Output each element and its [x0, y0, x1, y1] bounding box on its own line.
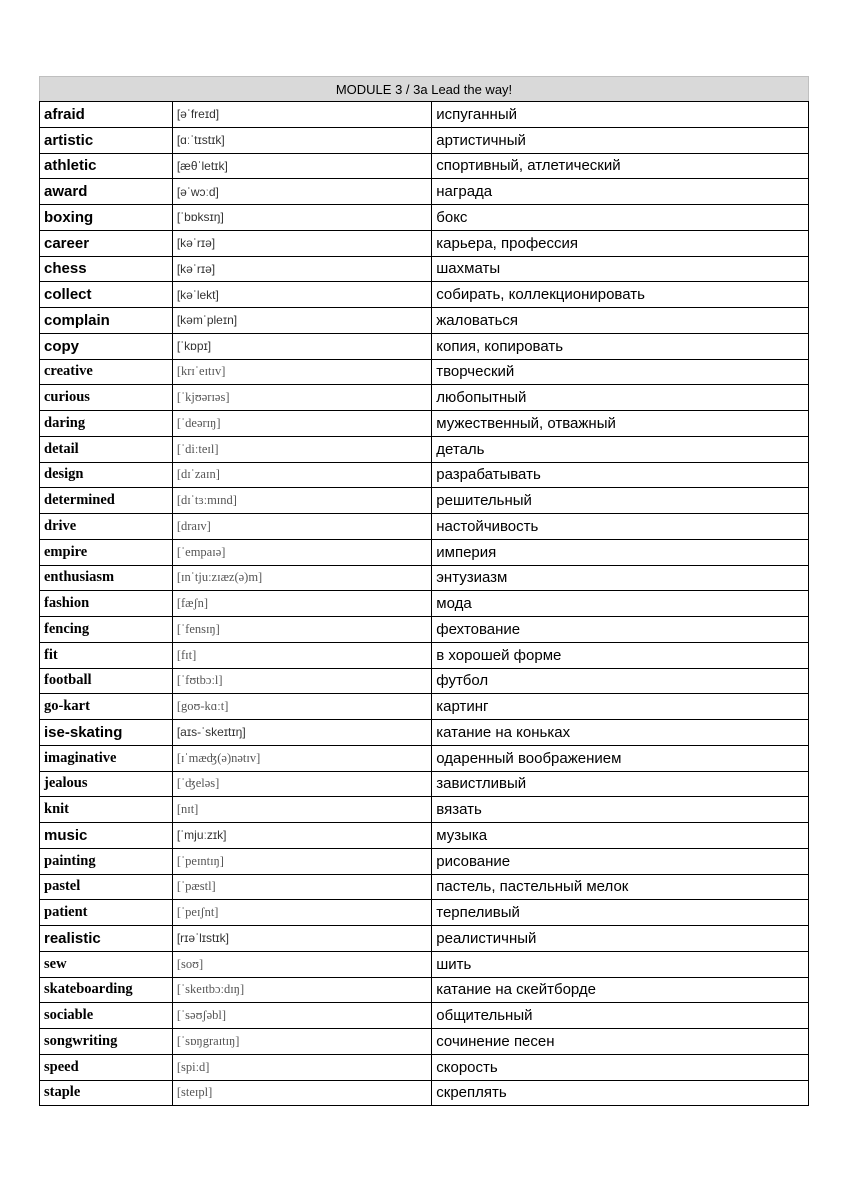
- table-row: [40, 256, 809, 282]
- table-row: [40, 797, 809, 823]
- russian-translation: в хорошей форме: [432, 642, 809, 668]
- transcription: [dɪˈzaɪn]: [172, 462, 431, 488]
- russian-translation: завистливый: [432, 771, 809, 797]
- english-word: detail: [40, 436, 173, 462]
- russian-translation: музыка: [432, 823, 809, 849]
- transcription: [ˈempaɪə]: [172, 539, 431, 565]
- transcription: [æθˈletɪk]: [172, 153, 431, 179]
- russian-translation: настойчивость: [432, 514, 809, 540]
- transcription: [ˈkjʊərɪəs]: [172, 385, 431, 411]
- transcription: [ˈmjuːzɪk]: [172, 823, 431, 849]
- english-word: athletic: [40, 153, 173, 179]
- russian-translation: терпеливый: [432, 900, 809, 926]
- table-row: [40, 1003, 809, 1029]
- table-row: [40, 282, 809, 308]
- table-row: [40, 745, 809, 771]
- russian-translation: скорость: [432, 1054, 809, 1080]
- russian-translation: футбол: [432, 668, 809, 694]
- russian-translation: копия, копировать: [432, 333, 809, 359]
- transcription: [ɑːˈtɪstɪk]: [172, 127, 431, 153]
- transcription: [ˈskeɪtbɔːdɪŋ]: [172, 977, 431, 1003]
- table-row: [40, 436, 809, 462]
- transcription: [kəˈlekt]: [172, 282, 431, 308]
- table-row: [40, 411, 809, 437]
- transcription: [ˈʤeləs]: [172, 771, 431, 797]
- transcription: [ˈpeɪntɪŋ]: [172, 848, 431, 874]
- russian-translation: вязать: [432, 797, 809, 823]
- english-word: realistic: [40, 926, 173, 952]
- english-word: copy: [40, 333, 173, 359]
- transcription: [ˈpæstl]: [172, 874, 431, 900]
- english-word: staple: [40, 1080, 173, 1106]
- table-row: [40, 848, 809, 874]
- transcription: [ɪnˈtjuːzɪæz(ə)m]: [172, 565, 431, 591]
- russian-translation: сочинение песен: [432, 1029, 809, 1055]
- table-row: [40, 926, 809, 952]
- table-row: [40, 951, 809, 977]
- transcription: [əˈfreɪd]: [172, 102, 431, 128]
- english-word: boxing: [40, 205, 173, 231]
- english-word: career: [40, 230, 173, 256]
- english-word: skateboarding: [40, 977, 173, 1003]
- english-word: determined: [40, 488, 173, 514]
- transcription: [dɪˈtɜːmɪnd]: [172, 488, 431, 514]
- english-word: afraid: [40, 102, 173, 128]
- english-word: creative: [40, 359, 173, 385]
- table-row: [40, 514, 809, 540]
- russian-translation: бокс: [432, 205, 809, 231]
- table-row: [40, 102, 809, 128]
- transcription: [kəˈrɪə]: [172, 256, 431, 282]
- english-word: chess: [40, 256, 173, 282]
- vocabulary-rows: [40, 102, 809, 1106]
- table-row: [40, 642, 809, 668]
- russian-translation: реалистичный: [432, 926, 809, 952]
- english-word: daring: [40, 411, 173, 437]
- english-word: speed: [40, 1054, 173, 1080]
- table-row: [40, 694, 809, 720]
- russian-translation: собирать, коллекционировать: [432, 282, 809, 308]
- transcription: [ˈfensɪŋ]: [172, 617, 431, 643]
- russian-translation: артистичный: [432, 127, 809, 153]
- russian-translation: пастель, пастельный мелок: [432, 874, 809, 900]
- english-word: artistic: [40, 127, 173, 153]
- table-row: [40, 385, 809, 411]
- table-row: [40, 230, 809, 256]
- table-row: [40, 771, 809, 797]
- transcription: [spiːd]: [172, 1054, 431, 1080]
- transcription: [kəmˈpleɪn]: [172, 308, 431, 334]
- russian-translation: награда: [432, 179, 809, 205]
- english-word: fashion: [40, 591, 173, 617]
- table-row: [40, 617, 809, 643]
- russian-translation: катание на скейтборде: [432, 977, 809, 1003]
- table-row: [40, 1054, 809, 1080]
- transcription: [rɪəˈlɪstɪk]: [172, 926, 431, 952]
- english-word: collect: [40, 282, 173, 308]
- russian-translation: деталь: [432, 436, 809, 462]
- transcription: [ɪˈmæʤ(ə)nətɪv]: [172, 745, 431, 771]
- english-word: football: [40, 668, 173, 694]
- english-word: imaginative: [40, 745, 173, 771]
- table-row: [40, 153, 809, 179]
- russian-translation: решительный: [432, 488, 809, 514]
- table-row: [40, 1029, 809, 1055]
- table-row: [40, 591, 809, 617]
- russian-translation: любопытный: [432, 385, 809, 411]
- transcription: [nɪt]: [172, 797, 431, 823]
- english-word: curious: [40, 385, 173, 411]
- transcription: [əˈwɔːd]: [172, 179, 431, 205]
- transcription: [kəˈrɪə]: [172, 230, 431, 256]
- russian-translation: мода: [432, 591, 809, 617]
- english-word: pastel: [40, 874, 173, 900]
- russian-translation: разрабатывать: [432, 462, 809, 488]
- table-row: [40, 900, 809, 926]
- transcription: [fɪt]: [172, 642, 431, 668]
- transcription: [ˈbɒksɪŋ]: [172, 205, 431, 231]
- table-row: [40, 333, 809, 359]
- russian-translation: жаловаться: [432, 308, 809, 334]
- table-row: [40, 977, 809, 1003]
- transcription: [ˈdeərɪŋ]: [172, 411, 431, 437]
- transcription: [soʊ]: [172, 951, 431, 977]
- english-word: songwriting: [40, 1029, 173, 1055]
- transcription: [ˈdiːteɪl]: [172, 436, 431, 462]
- english-word: sociable: [40, 1003, 173, 1029]
- transcription: [steɪpl]: [172, 1080, 431, 1106]
- vocabulary-table: [39, 76, 809, 1106]
- english-word: sew: [40, 951, 173, 977]
- russian-translation: одаренный воображением: [432, 745, 809, 771]
- transcription: [ˈkɒpɪ]: [172, 333, 431, 359]
- russian-translation: шахматы: [432, 256, 809, 282]
- table-header-row: [40, 77, 809, 102]
- table-row: [40, 823, 809, 849]
- table-row: [40, 308, 809, 334]
- russian-translation: общительный: [432, 1003, 809, 1029]
- russian-translation: империя: [432, 539, 809, 565]
- english-word: ise-skating: [40, 720, 173, 746]
- transcription: [draɪv]: [172, 514, 431, 540]
- russian-translation: карьера, профессия: [432, 230, 809, 256]
- transcription: [ˈfʊtbɔːl]: [172, 668, 431, 694]
- russian-translation: картинг: [432, 694, 809, 720]
- english-word: patient: [40, 900, 173, 926]
- transcription: [aɪs-ˈskeɪtɪŋ]: [172, 720, 431, 746]
- russian-translation: рисование: [432, 848, 809, 874]
- english-word: painting: [40, 848, 173, 874]
- english-word: fencing: [40, 617, 173, 643]
- russian-translation: фехтование: [432, 617, 809, 643]
- russian-translation: спортивный, атлетический: [432, 153, 809, 179]
- english-word: music: [40, 823, 173, 849]
- english-word: knit: [40, 797, 173, 823]
- russian-translation: катание на коньках: [432, 720, 809, 746]
- table-row: [40, 874, 809, 900]
- english-word: jealous: [40, 771, 173, 797]
- russian-translation: скреплять: [432, 1080, 809, 1106]
- english-word: award: [40, 179, 173, 205]
- transcription: [fæʃn]: [172, 591, 431, 617]
- english-word: complain: [40, 308, 173, 334]
- russian-translation: мужественный, отважный: [432, 411, 809, 437]
- module-title: MODULE 3 / 3a Lead the way!: [40, 77, 809, 102]
- english-word: fit: [40, 642, 173, 668]
- table-row: [40, 359, 809, 385]
- english-word: enthusiasm: [40, 565, 173, 591]
- table-row: [40, 539, 809, 565]
- table-row: [40, 462, 809, 488]
- table-row: [40, 488, 809, 514]
- table-row: [40, 179, 809, 205]
- table-row: [40, 127, 809, 153]
- russian-translation: творческий: [432, 359, 809, 385]
- table-row: [40, 565, 809, 591]
- transcription: [krɪˈeɪtɪv]: [172, 359, 431, 385]
- english-word: design: [40, 462, 173, 488]
- table-row: [40, 205, 809, 231]
- transcription: [goʊ-kɑːt]: [172, 694, 431, 720]
- russian-translation: шить: [432, 951, 809, 977]
- russian-translation: испуганный: [432, 102, 809, 128]
- transcription: [ˈsɒŋgraɪtɪŋ]: [172, 1029, 431, 1055]
- table-row: [40, 668, 809, 694]
- english-word: drive: [40, 514, 173, 540]
- english-word: empire: [40, 539, 173, 565]
- table-row: [40, 720, 809, 746]
- transcription: [ˈpeɪʃnt]: [172, 900, 431, 926]
- english-word: go-kart: [40, 694, 173, 720]
- russian-translation: энтузиазм: [432, 565, 809, 591]
- transcription: [ˈsəʊʃəbl]: [172, 1003, 431, 1029]
- table-row: [40, 1080, 809, 1106]
